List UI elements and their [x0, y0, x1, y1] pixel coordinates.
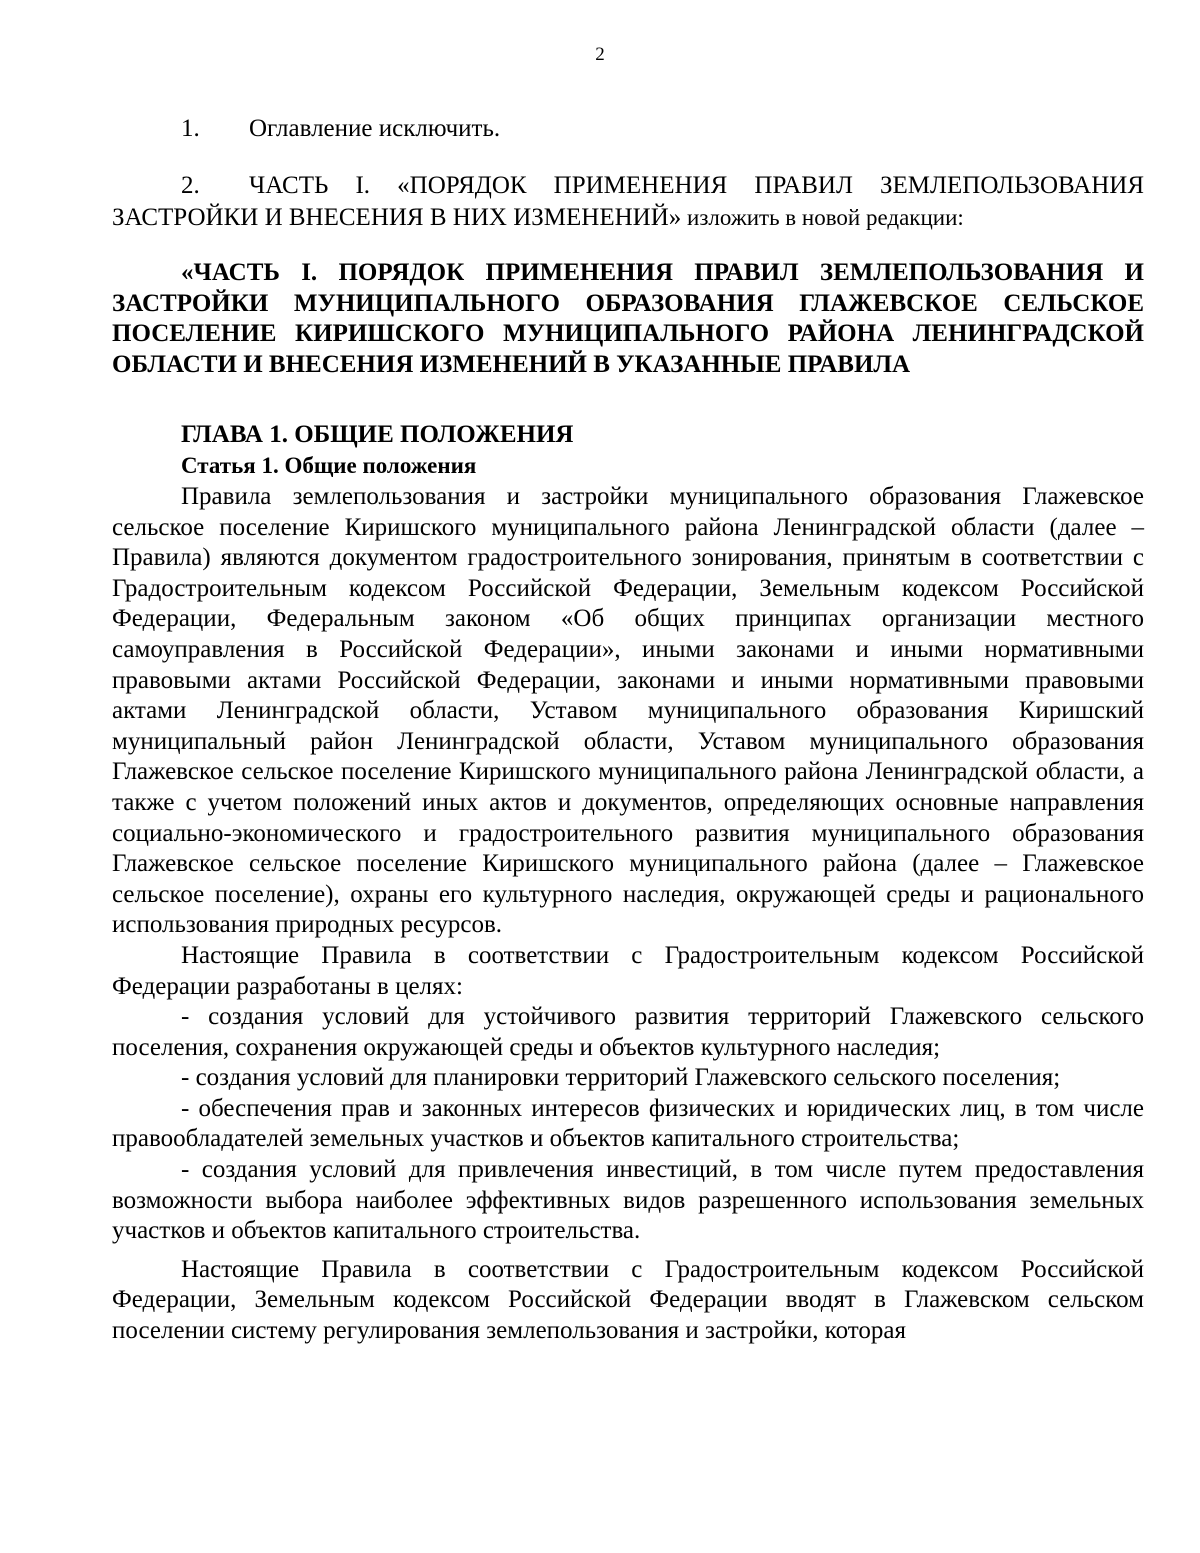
paragraph: Настоящие Правила в соответствии с Градостроительным кодексом Российской Федерации разработаны в целях:: [112, 941, 1144, 1000]
list-item-text-caps: ЧАСТЬ I. «ПОРЯДОК ПРИМЕНЕНИЯ ПРАВИЛ ЗЕМЛЕПОЛЬЗОВАНИЯ ЗАСТРОЙКИ И ВНЕСЕНИЯ В НИХ ИЗМЕНЕНИЙ»: [112, 172, 1144, 231]
paragraph: Правила землепользования и застройки муниципального образования Глажевское сельское поселение Киришского муниципального района Ленинградской области (далее – Правила) являются документом градостроительного зонирования, принятым в соответствии с Градостроительным кодексом Российской Федерации, Земельным кодексом Российской Федерации, Федеральным законом «Об общих принципах организации местного самоуправления в Российской Федерации», иными законами и иными нормативными правовыми актами Российской Федерации, законами и иными нормативными правовыми актами Ленинградской области, Уставом муниципального образования Киришский муниципальный район Ленинградской области, Уставом муниципального образования Глажевское сельское поселение Киришского муниципального района Ленинградской области, а также с учетом положений иных актов и документов, определяющих основные направления социально-экономического и градостроительного развития муниципального образования Глажевское сельское поселение Киришского муниципального района (далее – Глажевское сельское поселение), охраны его культурного наследия, окружающей среды и рационального использования природных ресурсов.: [112, 483, 1144, 939]
list-item-number: 2.: [181, 172, 200, 199]
list-item-text-plain: изложить в новой редакции:: [681, 205, 964, 230]
list-item: [112, 113, 1144, 145]
list-item-text: Оглавление исключить.: [249, 115, 501, 142]
list-item-text: [112, 170, 1144, 234]
paragraph: - обеспечения прав и законных интересов физических и юридических лиц, в том числе правообладателей земельных участков и объектов капитального строительства;: [112, 1094, 1144, 1153]
paragraph: Настоящие Правила в соответствии с Градостроительным кодексом Российской Федерации, Земельным кодексом Российской Федерации вводят в Глажевском сельском поселении систему регулирования землепользования и застройки, которая: [112, 1255, 1144, 1345]
paragraph: - создания условий для привлечения инвестиций, в том числе путем предоставления возможности выбора наиболее эффективных видов разрешенного использования земельных участков и объектов капитального строительства.: [112, 1156, 1144, 1245]
list-item-number: 1.: [181, 115, 200, 142]
article-body: [112, 482, 1144, 1347]
chapter-title: ГЛАВА 1. ОБЩИЕ ПОЛОЖЕНИЯ: [181, 421, 574, 448]
paragraph: - создания условий для устойчивого развития территорий Глажевского сельского поселения, сохранения окружающей среды и объектов культурного наследия;: [112, 1003, 1144, 1061]
paragraph: - создания условий для планировки территорий Глажевского сельского поселения;: [181, 1064, 1061, 1092]
article-title: Статья 1. Общие положения: [181, 453, 477, 478]
page-number: 2: [595, 44, 605, 65]
part-heading: «ЧАСТЬ I. ПОРЯДОК ПРИМЕНЕНИЯ ПРАВИЛ ЗЕМЛЕПОЛЬЗОВАНИЯ И ЗАСТРОЙКИ МУНИЦИПАЛЬНОГО ОБРАЗОВАНИЯ ГЛАЖЕВСКОЕ СЕЛЬСКОЕ ПОСЕЛЕНИЕ КИРИШСКОГО МУНИЦИПАЛЬНОГО РАЙОНА ЛЕНИНГРАДСКОЙ ОБЛАСТИ И ВНЕСЕНИЯ ИЗМЕНЕНИЙ В УКАЗАННЫЕ ПРАВИЛА: [112, 259, 1144, 378]
list-item: [112, 170, 1144, 234]
